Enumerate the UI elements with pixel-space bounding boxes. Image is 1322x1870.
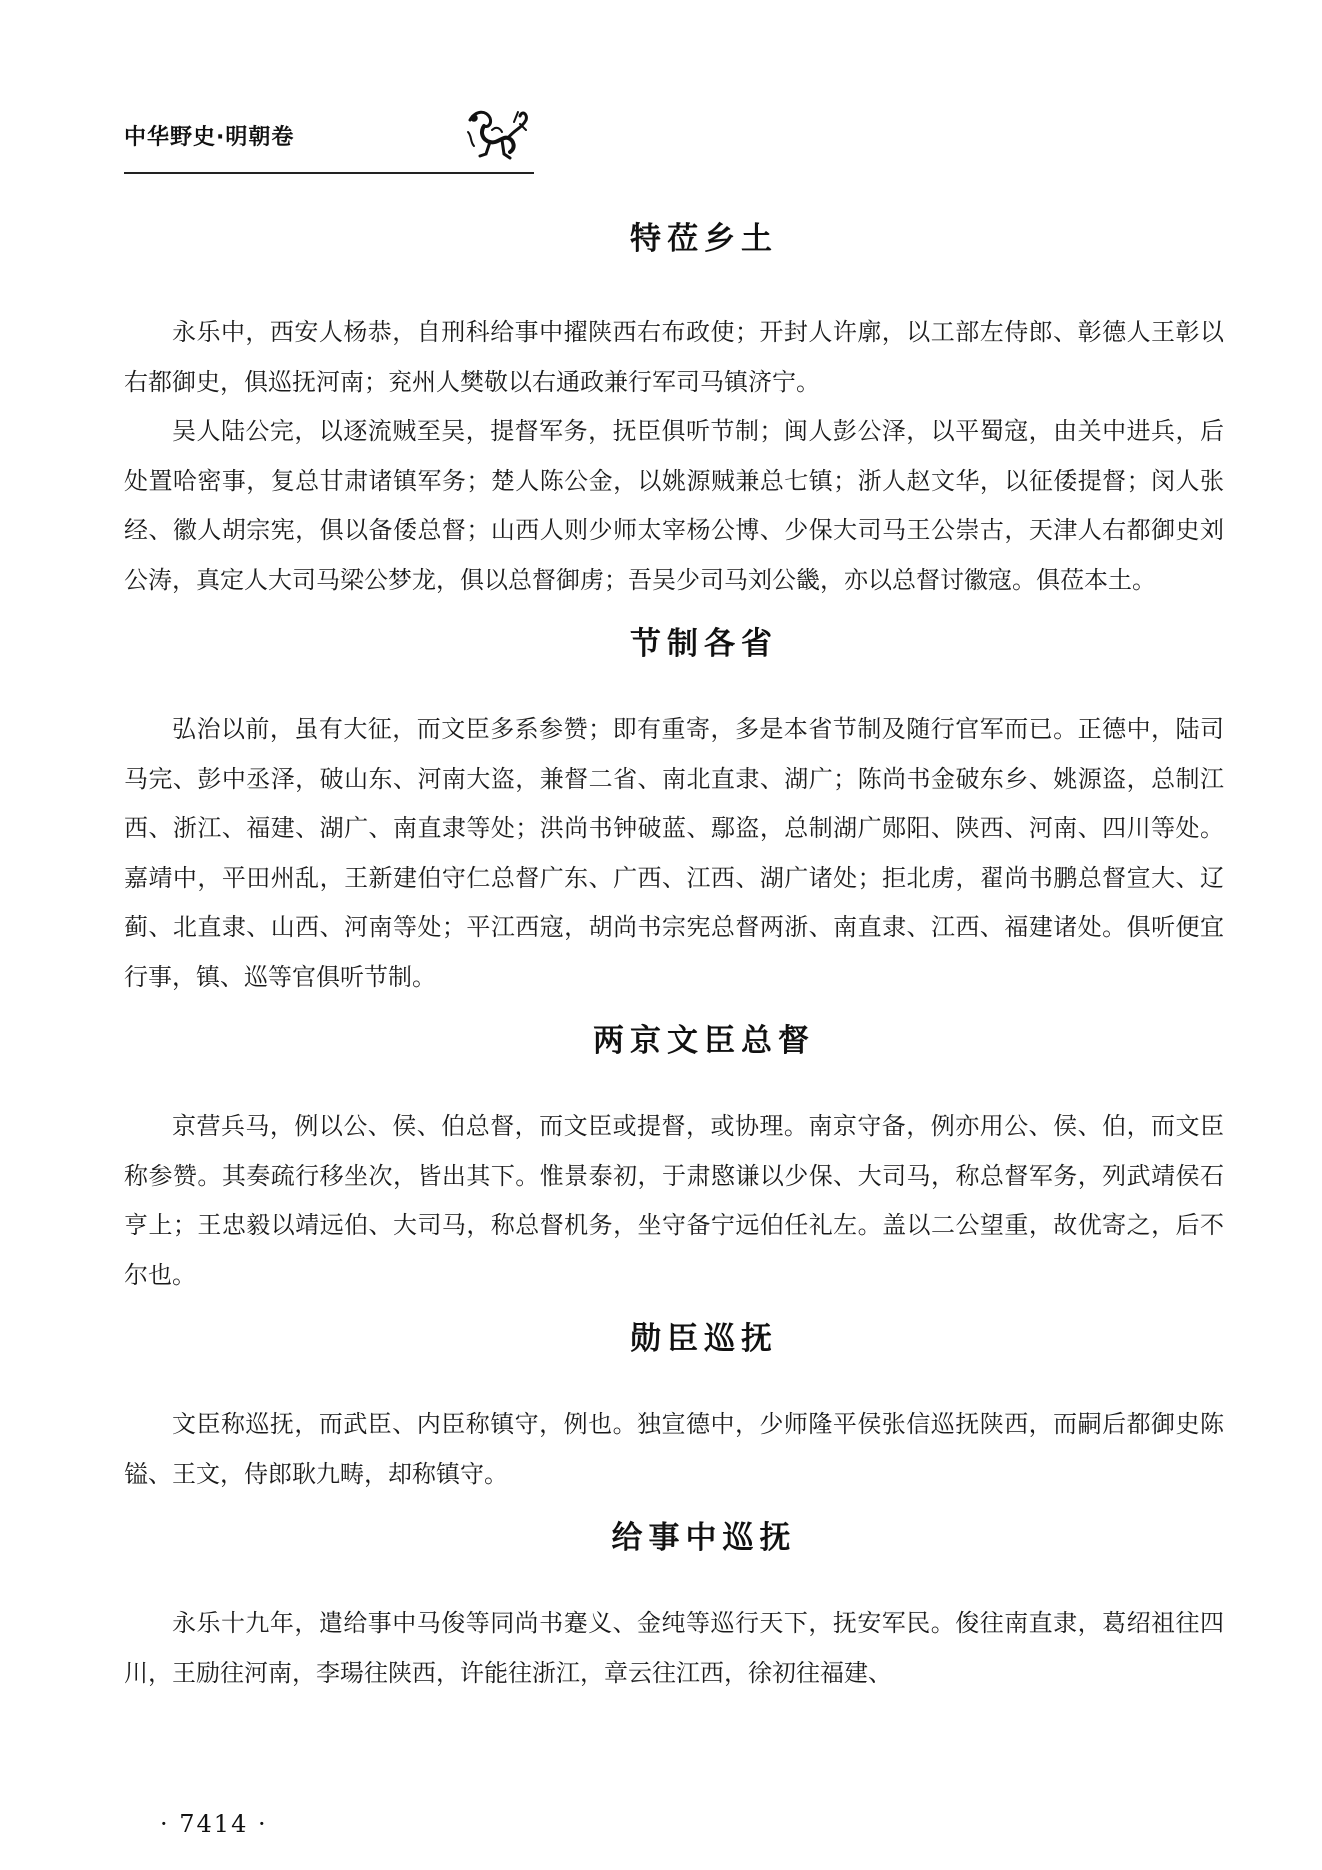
page-header bbox=[124, 100, 534, 174]
section-title-2: 节制各省 bbox=[630, 626, 778, 662]
page-number: · 7414 · bbox=[160, 1810, 268, 1838]
paragraph: 文臣称巡抚，而武臣、内臣称镇守，例也。独宣德中，少师隆平侯张信巡抚陕西，而嗣后都御史陈镒、王文，侍郎耿九畴，却称镇守。 bbox=[124, 1410, 1224, 1488]
paragraph: 永乐中，西安人杨恭，自刑科给事中擢陕西右布政使；开封人许廓，以工部左侍郎、彰德人王彰以右都御史，俱巡抚河南；兖州人樊敬以右通政兼行军司马镇济宁。 bbox=[124, 318, 1224, 396]
section-title-4: 勋臣巡抚 bbox=[630, 1321, 778, 1357]
dragon-emblem-icon bbox=[462, 102, 534, 166]
paragraph: 吴人陆公完，以逐流贼至吴，提督军务，抚臣俱听节制；闽人彭公泽，以平蜀寇，由关中进兵，后处置哈密事，复总甘肃诸镇军务；楚人陈公金，以姚源贼兼总七镇；浙人赵文华，以征倭提督；闵人张经、徽人胡宗宪，俱以备倭总督；山西人则少师太宰杨公博、少保大司马王公崇古，天津人右都御史刘公涛，真定人大司马梁公梦龙，俱以总督御虏；吾吴少司马刘公畿，亦以总督讨徽寇。俱莅本土。 bbox=[124, 417, 1224, 594]
section-title-1: 特莅乡土 bbox=[630, 221, 778, 257]
section-title-3: 两京文臣总督 bbox=[593, 1023, 815, 1059]
paragraph: 永乐十九年，遣给事中马俊等同尚书蹇义、金纯等巡行天下，抚安军民。俊往南直隶，葛绍祖往四川，王励往河南，李瑒往陕西，许能往浙江，章云往江西，徐初往福建、 bbox=[124, 1609, 1224, 1687]
paragraph: 弘治以前，虽有大征，而文臣多系参赞；即有重寄，多是本省节制及随行官军而已。正德中，陆司马完、彭中丞泽，破山东、河南大盗，兼督二省、南北直隶、湖广；陈尚书金破东乡、姚源盗，总制江西、浙江、福建、湖广、南直隶等处；洪尚书钟破蓝、鄢盗，总制湖广郧阳、陕西、河南、四川等处。嘉靖中，平田州乱，王新建伯守仁总督广东、广西、江西、湖广诸处；拒北虏，翟尚书鹏总督宣大、辽蓟、北直隶、山西、河南等处；平江西寇，胡尚书宗宪总督两浙、南直隶、江西、福建诸处。俱听便宜行事，镇、巡等官俱听节制。 bbox=[124, 715, 1224, 991]
page-content bbox=[124, 198, 1224, 1698]
section-title-5: 给事中巡抚 bbox=[611, 1520, 797, 1556]
book-title: 中华野史·明朝卷 bbox=[124, 125, 295, 150]
paragraph: 京营兵马，例以公、侯、伯总督，而文臣或提督，或协理。南京守备，例亦用公、侯、伯，而文臣称参赞。其奏疏行移坐次，皆出其下。惟景泰初，于肃愍谦以少保、大司马，称总督军务，列武靖侯石亨上；王忠毅以靖远伯、大司马，称总督机务，坐守备宁远伯任礼左。盖以二公望重，故优寄之，后不尔也。 bbox=[124, 1112, 1224, 1289]
